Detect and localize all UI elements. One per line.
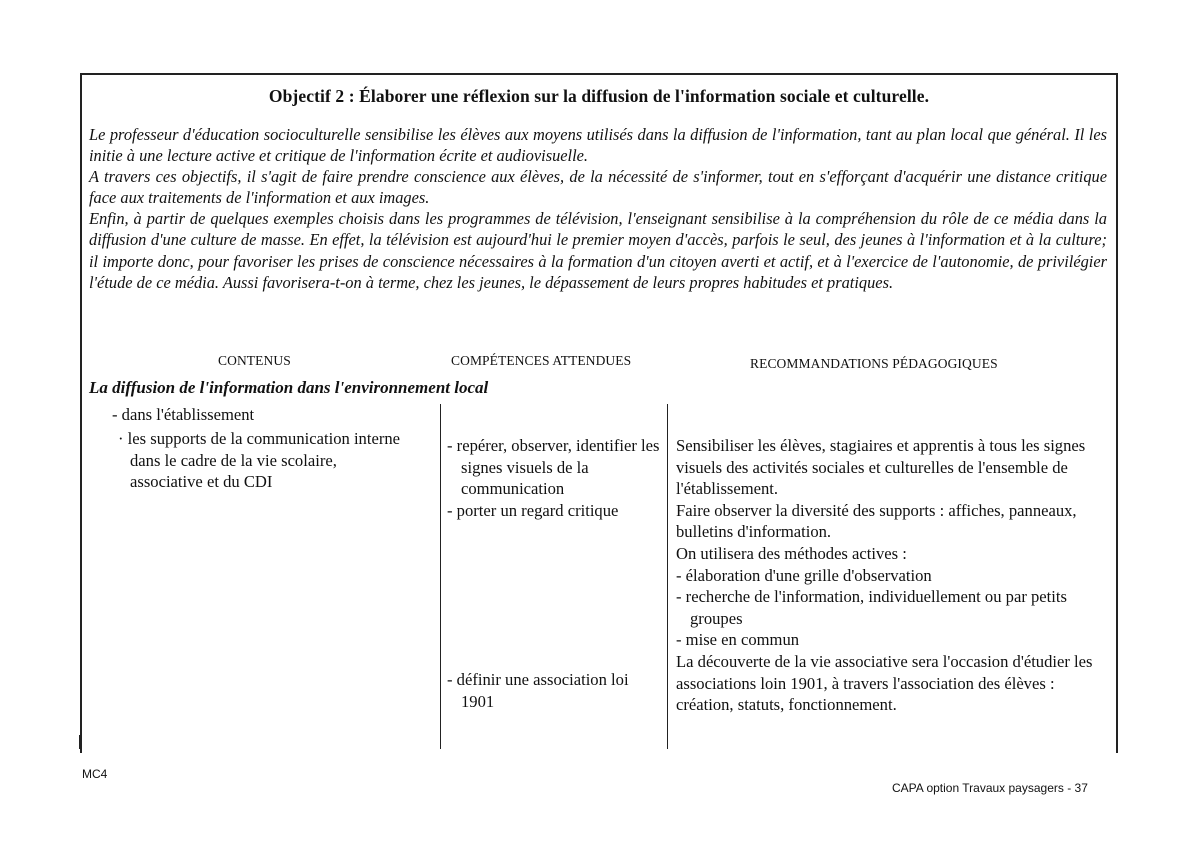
recommandation-list-item: - élaboration d'une grille d'observation bbox=[676, 565, 932, 585]
recommandation-text: La découverte de la vie associative sera l'occasion d'étudier les associations loin 1901, à travers l'association des élèves : création, statuts, fonctionnement. bbox=[676, 651, 1093, 715]
column-divider-1 bbox=[440, 404, 441, 749]
competence-item: - repérer, observer, identifier les signes visuels de la communication bbox=[447, 436, 660, 499]
recommandation-text: Faire observer la diversité des supports : affiches, panneaux, bulletins d'information. bbox=[676, 500, 1077, 542]
competences-column bbox=[447, 435, 661, 521]
recommandation-text: Sensibiliser les élèves, stagiaires et apprentis à tous les signes visuels des activités sociales et culturelles de l'ensemble de l'établissement. bbox=[676, 436, 1086, 499]
intro-paragraph-3: Enfin, à partir de quelques exemples choisis dans les programmes de télévision, l'enseignant sensibilise à la compréhension du rôle de ce média dans la diffusion d'une culture de masse. En effet, la télévision est aujourd'hui le premier moyen d'accès, parfois le seul, des jeunes à l'information et à la culture; il importe donc, pour favoriser les prises de conscience nécessaires à la formation d'un citoyen averti et actif, et à l'exercice de l'autonomie, de privilégier l'étude de ce média. Aussi favorisera-t-on à terme, chez les jeunes, le dépassement de leurs propres habitudes et pratiques. bbox=[89, 209, 1107, 292]
intro-text bbox=[89, 124, 1107, 293]
recommandation-list-item: - mise en commun bbox=[676, 630, 800, 650]
competence-item: - définir une association loi 1901 bbox=[447, 670, 629, 711]
footer-right: CAPA option Travaux paysagers - 37 bbox=[892, 781, 1088, 795]
column-header-recommandations: RECOMMANDATIONS PÉDAGOGIQUES bbox=[750, 356, 998, 371]
column-divider-2 bbox=[667, 404, 668, 749]
section-title: La diffusion de l'information dans l'environnement local bbox=[89, 378, 489, 397]
recommandations-column bbox=[676, 435, 1106, 716]
competences-column-lower bbox=[447, 669, 661, 712]
contenus-subcolumn bbox=[118, 428, 406, 493]
contenus-subitem: · les supports de la communication interne dans le cadre de la vie scolaire, associative et du CDI bbox=[118, 429, 401, 492]
column-header-competences: COMPÉTENCES ATTENDUES bbox=[451, 353, 632, 368]
page-title: Objectif 2 : Élaborer une réflexion sur la diffusion de l'information sociale et culturelle. bbox=[268, 86, 930, 106]
competence-item: - porter un regard critique bbox=[447, 500, 619, 520]
intro-paragraph-1: Le professeur d'éducation socioculturelle sensibilise les élèves aux moyens utilisés dans la diffusion de l'information, tant au plan local que général. Il les initie à une lecture active et critique de l'information écrite et audiovisuelle. bbox=[89, 125, 1107, 166]
column-header-contenus: CONTENUS bbox=[218, 353, 291, 368]
recommandation-text: On utilisera des méthodes actives : bbox=[676, 543, 907, 563]
recommandation-list-item: - recherche de l'information, individuellement ou par petits groupes bbox=[676, 587, 1067, 628]
intro-paragraph-2: A travers ces objectifs, il s'agit de faire prendre conscience aux élèves, de la nécessité de s'informer, tout en s'efforçant d'acquérir une distance critique face aux traitements de l'information et aux images. bbox=[89, 167, 1107, 208]
contenus-item: - dans l'établissement bbox=[112, 405, 255, 424]
left-margin-rule bbox=[79, 735, 80, 749]
footer-left: MC4 bbox=[82, 767, 108, 781]
contenus-column bbox=[112, 404, 432, 426]
